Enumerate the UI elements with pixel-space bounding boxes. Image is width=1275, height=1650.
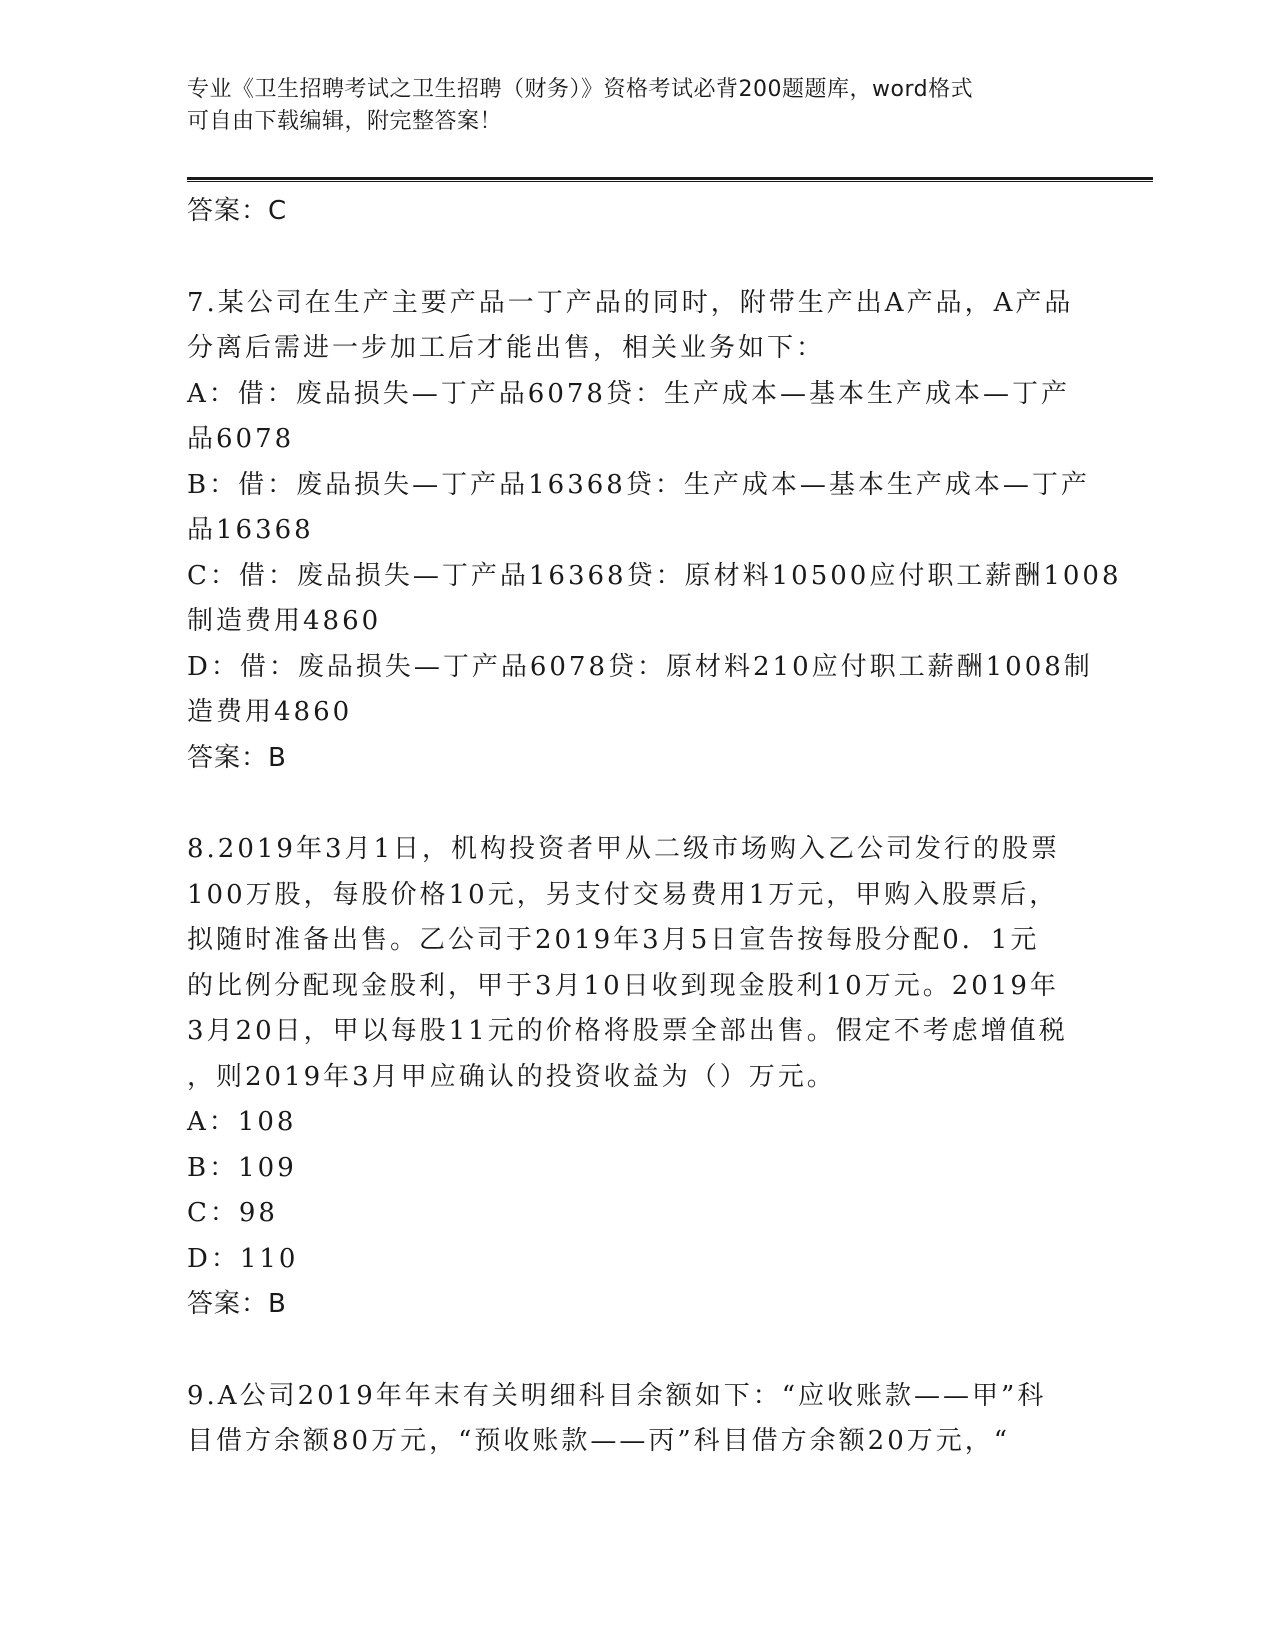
- question-9: [187, 1374, 1087, 1465]
- question-line: 8.2019年3月1日，机构投资者甲从二级市场购入乙公司发行的股票: [187, 834, 1061, 864]
- option-d-cont: 造费用4860: [187, 697, 353, 727]
- header-divider: [187, 177, 1153, 182]
- question-8: [187, 827, 1087, 1328]
- option-d: D：110: [187, 1243, 299, 1274]
- question-line: 3月20日，甲以每股11元的价格将股票全部出售。假定不考虑增值税: [187, 1016, 1068, 1046]
- answer-label: 答案：C: [187, 196, 288, 226]
- option-c-cont: 制造费用4860: [187, 606, 382, 636]
- option-d: D：借：废品损失—丁产品6078贷：原材料210应付职工薪酬1008制: [187, 651, 1093, 682]
- option-b: B：109: [187, 1152, 297, 1183]
- question-line: 9.A公司2019年年末有关明细科目余额如下：“应收账款——甲”科: [187, 1380, 1047, 1411]
- option-b: B：借：废品损失—丁产品16368贷：生产成本—基本生产成本—丁产: [187, 469, 1090, 500]
- header-line-2: 可自由下载编辑，附完整答案！: [187, 109, 503, 134]
- question-7: [187, 281, 1122, 782]
- option-b-cont: 品16368: [187, 515, 314, 545]
- question-line: ，则2019年3月甲应确认的投资收益为（）万元。: [187, 1061, 836, 1092]
- answer-label: 答案：B: [187, 742, 287, 773]
- answer-label: 答案：B: [187, 1289, 287, 1319]
- option-c: C：98: [187, 1198, 278, 1228]
- option-a-cont: 品6078: [187, 424, 295, 454]
- header-line-1: 专业《卫生招聘考试之卫生招聘（财务）》资格考试必背200题题库，word格式: [187, 77, 974, 102]
- question-line: 100万股，每股价格10元，另支付交易费用1万元，甲购入股票后，: [187, 879, 1059, 910]
- option-c: C：借：废品损失—丁产品16368贷：原材料10500应付职工薪酬1008: [187, 560, 1122, 591]
- option-a: A：借：废品损失—丁产品6078贷：生产成本—基本生产成本—丁产: [187, 378, 1070, 409]
- spacer: [187, 1328, 1087, 1374]
- spacer: [187, 235, 1087, 281]
- option-a: A：108: [187, 1107, 297, 1137]
- question-line: 的比例分配现金股利，甲于3月10日收到现金股利10万元。2019年: [187, 970, 1059, 1001]
- spacer: [187, 781, 1087, 827]
- page-header: [187, 74, 1067, 138]
- question-line: 分离后需进一步加工后才能出售，相关业务如下：: [187, 333, 826, 363]
- question-line: 目借方余额80万元，“预收账款——丙”科目借方余额20万元，“: [187, 1426, 1011, 1456]
- question-line: 拟随时准备出售。乙公司于2019年3月5日宣告按每股分配0．1元: [187, 925, 1040, 955]
- question-line: 7.某公司在生产主要产品一丁产品的同时，附带生产出A产品，A产品: [187, 287, 1074, 318]
- document-body: [187, 189, 1122, 1465]
